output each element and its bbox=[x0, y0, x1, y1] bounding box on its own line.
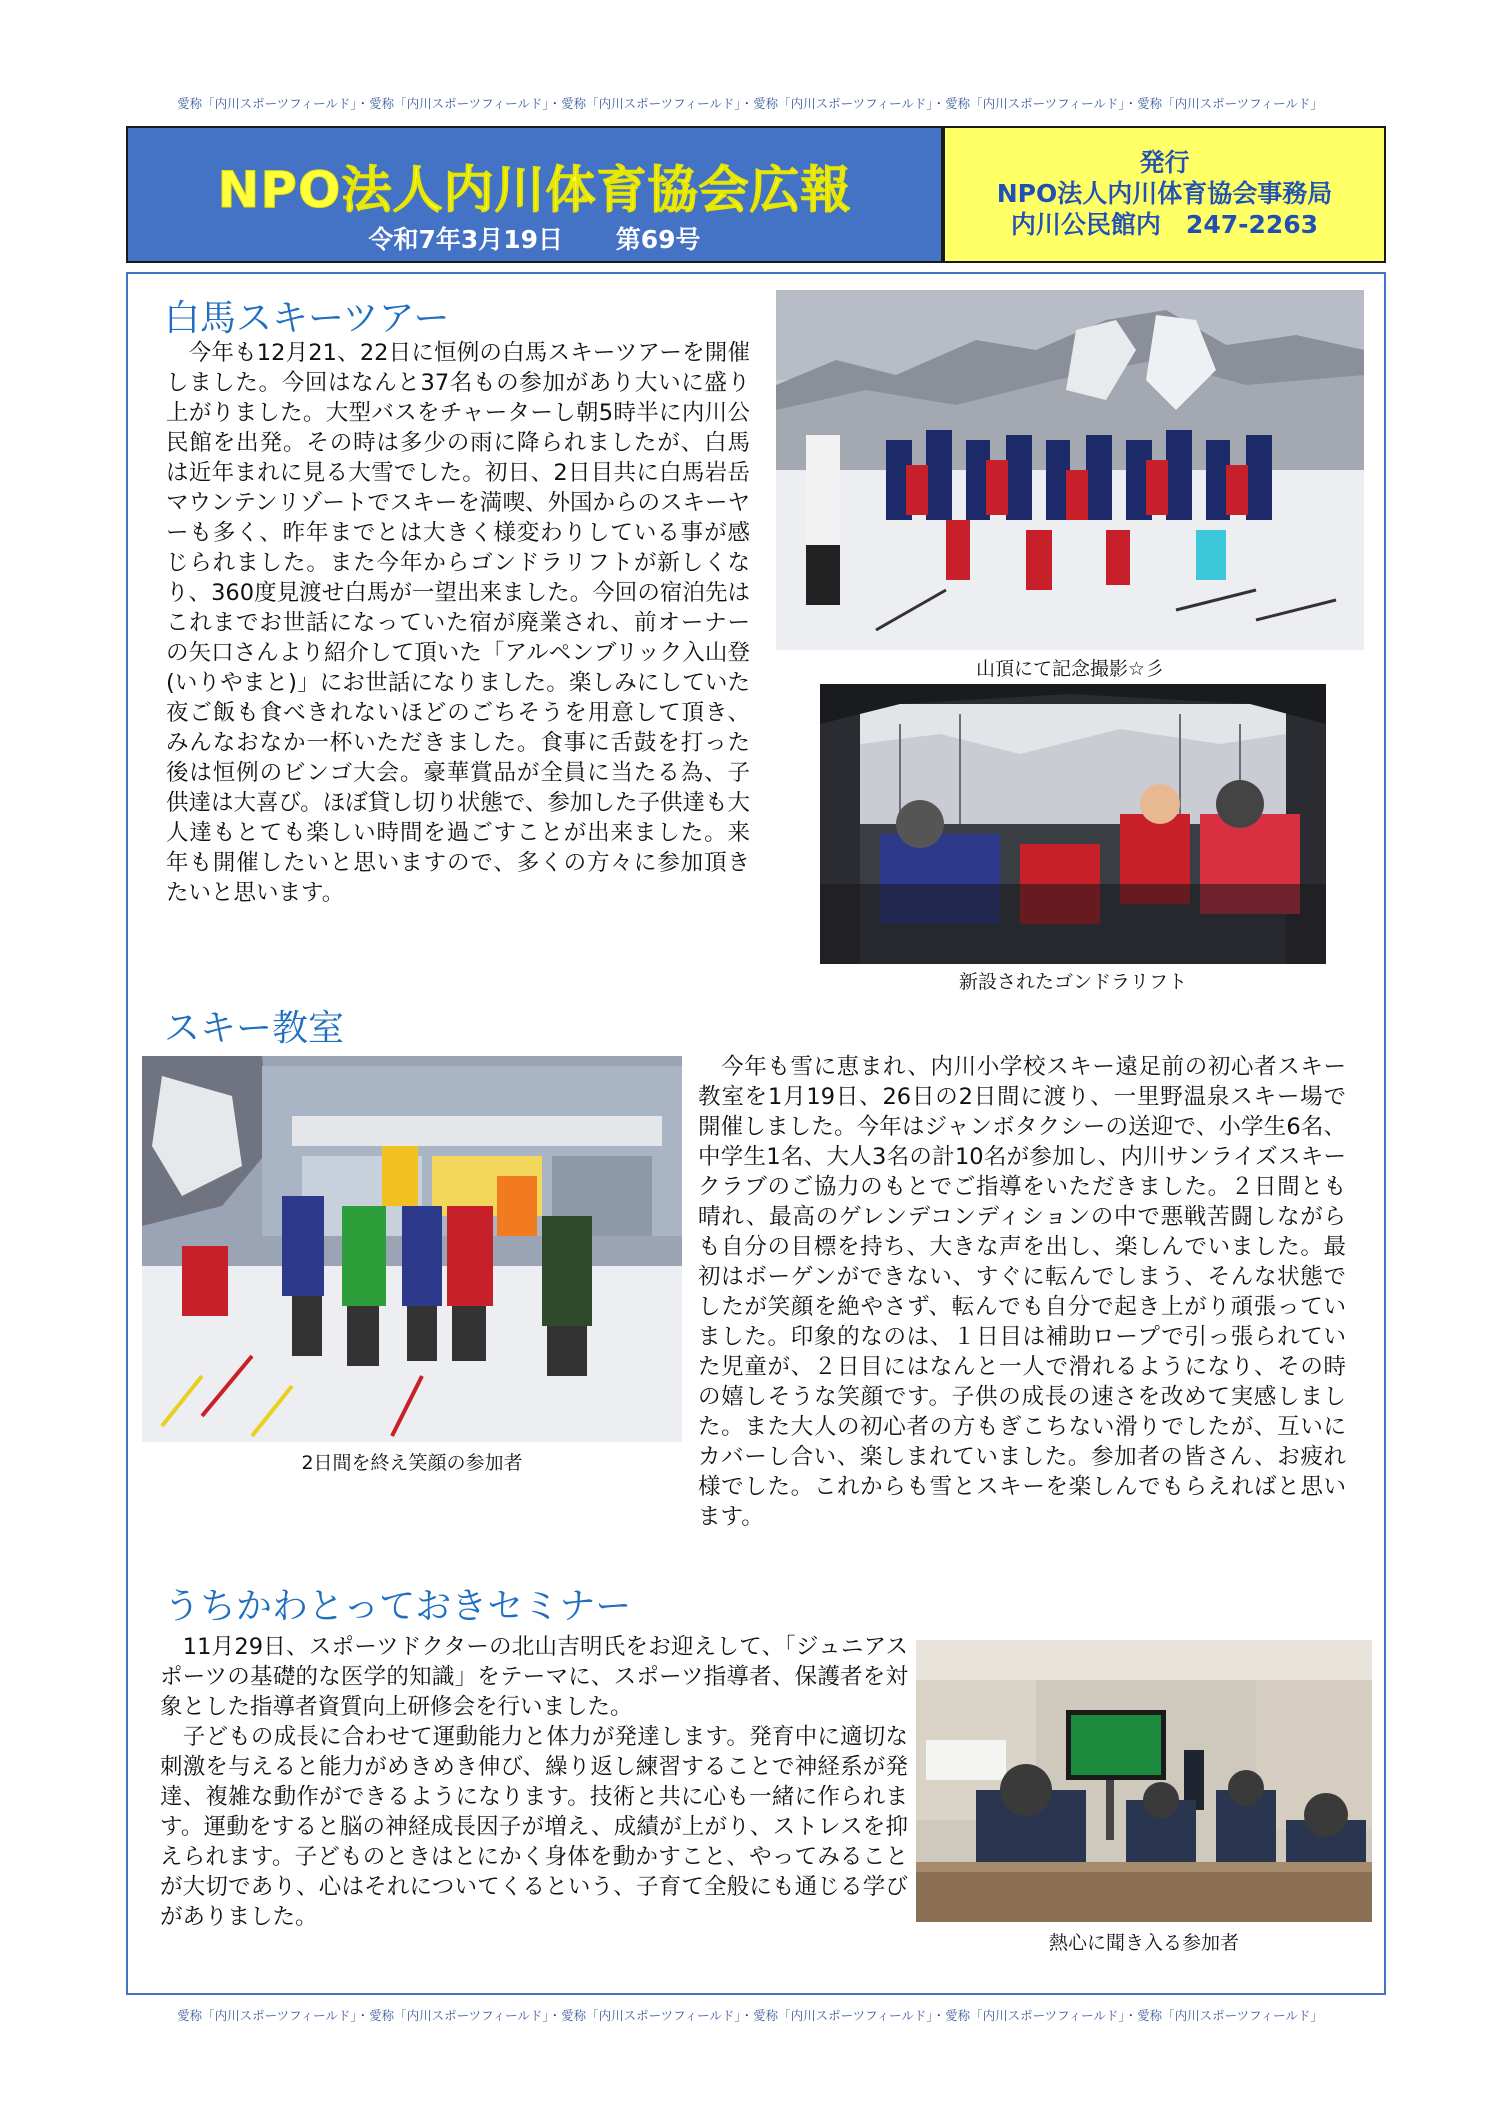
publisher-box bbox=[943, 126, 1386, 263]
seminar-body-p1: 11月29日、スポーツドクターの北山吉明氏をお迎えして、「ジュニアスポーツの基礎的な医学的知識」をテーマに、スポーツ指導者、保護者を対象とした指導者資質向上研修会を行いました。 bbox=[160, 1634, 908, 1720]
seminar-photo-caption: 熱心に聞き入る参加者 bbox=[1048, 1932, 1239, 1954]
publisher-name: NPO法人内川体育協会事務局 bbox=[996, 179, 1333, 208]
issue-date: 令和7年3月19日 bbox=[368, 225, 564, 254]
hakuba-body: 今年も12月21、22日に恒例の白馬スキーツアーを開催しました。今回はなんと37名もの参加があり大いに盛り上がりました。大型バスをチャーターし朝5時半に内川公民館を出発。その時は多少の雨に降られましたが、白馬は近年まれに見る大雪でした。初日、2日目共に白馬岩岳マウンテンリゾートでスキーを満喫、外国からのスキーヤーも多く、昨年までとは大きく様変わりしている事が感じられました。また今年からゴンドラリフトが新しくなり、360度見渡せ白馬が一望出来ました。今回の宿泊先はこれまでお世話になっていた宿が廃業され、前オーナーの矢口さんより紹介して頂いた「アルペンブリック入山登(いりやまと)」にお世話になりました。楽しみにしていた夜ご飯も食べきれないほどのごちそうを用意して頂き、みんなおなか一杯いただきました。食事に舌鼓を打った後は恒例のビンゴ大会。豪華賞品が全員に当たる為、子供達は大喜び。ほぼ貸し切り状態で、参加した子供達も大人達もとても楽しい時間を過ごすことが出来ました。来年も開催したいと思いますので、多くの方々に参加頂きたいと思います。 bbox=[166, 340, 750, 906]
issue-line bbox=[128, 220, 941, 256]
seminar-photo bbox=[916, 1640, 1372, 1922]
hakuba-heading: 白馬スキーツアー bbox=[164, 298, 450, 339]
seminar-body bbox=[160, 1632, 908, 1932]
top-banner: 愛称「内川スポーツフィールド」・愛称「内川スポーツフィールド」・愛称「内川スポーツフィールド」・愛称「内川スポーツフィールド」・愛称「内川スポーツフィールド」・愛称「内川スポーツフィールド」 bbox=[177, 96, 1323, 111]
masthead bbox=[126, 126, 943, 263]
newsletter-title: NPO法人内川体育協会広報 bbox=[217, 161, 852, 219]
hakuba-photo2-caption: 新設されたゴンドラリフト bbox=[958, 971, 1187, 993]
ski-school-heading: スキー教室 bbox=[164, 1008, 345, 1049]
ski-school-photo-caption: 2日間を終え笑顔の参加者 bbox=[301, 1452, 523, 1474]
seminar-body-p2: 子どもの成長に合わせて運動能力と体力が発達します。発育中に適切な刺激を与えると能力がめきめき伸び、繰り返し練習することで神経系が発達、複雑な動作ができるようになります。技術と共に心も一緒に作られます。運動をすると脳の神経成長因子が増え、成績が上がり、ストレスを抑えられます。子どものときはとにかく身体を動かすこと、やってみることが大切であり、心はそれについてくるという、子育て全般にも通じる学びがありました。 bbox=[160, 1724, 908, 1930]
gondola-photo bbox=[820, 684, 1326, 964]
issue-number: 第69号 bbox=[615, 225, 701, 254]
publisher-address: 内川公民館内 247-2263 bbox=[1010, 210, 1319, 239]
bottom-banner: 愛称「内川スポーツフィールド」・愛称「内川スポーツフィールド」・愛称「内川スポーツフィールド」・愛称「内川スポーツフィールド」・愛称「内川スポーツフィールド」・愛称「内川スポーツフィールド」 bbox=[177, 2008, 1323, 2023]
publisher-label: 発行 bbox=[1139, 148, 1190, 177]
seminar-heading: うちかわとっておきセミナー bbox=[164, 1586, 632, 1627]
ski-school-photo bbox=[142, 1056, 682, 1442]
ski-group-photo bbox=[776, 290, 1364, 650]
hakuba-photo1-caption: 山頂にて記念撮影☆彡 bbox=[975, 658, 1165, 680]
ski-school-body: 今年も雪に恵まれ、内川小学校スキー遠足前の初心者スキー教室を1月19日、26日の2日間に渡り、一里野温泉スキー場で開催しました。今年はジャンボタクシーの送迎で、小学生6名、中学生1名、大人3名の計10名が参加し、内川サンライズスキークラブのご協力のもとでご指導をいただきました。２日間とも晴れ、最高のゲレンデコンディションの中で悪戦苦闘しながらも自分の目標を持ち、大きな声を出し、楽しんでいました。最初はボーゲンができない、すぐに転んでしまう、そんな状態でしたが笑顔を絶やさず、転んでも自分で起き上がり頑張っていました。印象的なのは、１日目は補助ロープで引っ張られていた児童が、２日目にはなんと一人で滑れるようになり、その時の嬉しそうな笑顔です。子供の成長の速さを改めて実感しました。また大人の初心者の方もぎこちない滑りでしたが、互いにカバーし合い、楽しまれていました。参加者の皆さん、お疲れ様でした。これからも雪とスキーを楽しんでもらえればと思います。 bbox=[698, 1054, 1346, 1530]
